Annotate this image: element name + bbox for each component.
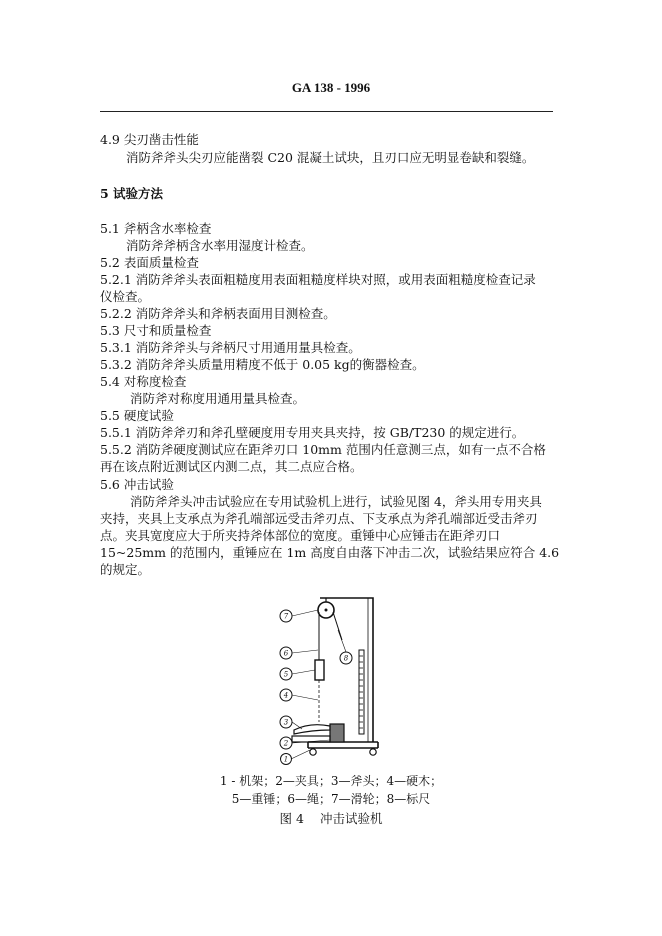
callout-1 xyxy=(281,754,292,765)
callout-3 xyxy=(280,716,292,728)
drop-weight xyxy=(315,660,324,680)
section-5-3-2: 5.3.2 消防斧斧头质量用精度不低于 0.05 kg的衡器检查。 xyxy=(100,357,425,372)
svg-text:6: 6 xyxy=(283,649,289,658)
impact-test-machine-diagram xyxy=(270,590,390,765)
section-5-5-title: 5.5 硬度试验 xyxy=(100,408,174,423)
wheel-right xyxy=(370,749,376,755)
section-5-6-line1: 消防斧斧头冲击试验应在专用试验机上进行，试验见图 4，斧头用专用夹具 xyxy=(130,494,542,509)
section-5-6-line3: 点。夹具宽度应大于所夹持斧体部位的宽度。重锤中心应锤击在距斧刃口 xyxy=(100,528,501,543)
pulley-axle xyxy=(325,609,328,612)
section-5-6-title: 5.6 冲击试验 xyxy=(100,477,174,492)
callout-5 xyxy=(280,668,292,680)
svg-text:5: 5 xyxy=(283,670,289,679)
section-5-5-1: 5.5.1 消防斧斧刃和斧孔壁硬度用专用夹具夹持，按 GB/T230 的规定进行。 xyxy=(100,425,525,440)
section-5-6-line4: 15~25mm 的范围内，重锤应在 1m 高度自由落下冲击二次，试验结果应符合 4.6 xyxy=(100,545,560,560)
figure-number: 图 4 xyxy=(279,811,304,826)
hardwood-block xyxy=(292,736,330,742)
callout-2 xyxy=(280,737,292,749)
section-5-5-2-line2: 再在该点附近测试区内测二点，其二点应合格。 xyxy=(100,459,363,474)
section-5-3-title: 5.3 尺寸和质量检查 xyxy=(100,323,212,338)
header-rule xyxy=(100,111,553,112)
section-5-4-title: 5.4 对称度检查 xyxy=(100,374,187,389)
section-5-4-text: 消防斧对称度用通用量具检查。 xyxy=(130,391,306,406)
svg-text:3: 3 xyxy=(283,718,289,727)
callout-7 xyxy=(280,610,292,622)
standard-code: GA 138 - 1996 xyxy=(291,80,371,95)
section-5-1-title: 5.1 斧柄含水率检查 xyxy=(100,221,212,236)
figure-legend-line2: 5—重锤；6—绳；7—滑轮；8—标尺 xyxy=(231,792,431,806)
callout-4 xyxy=(280,689,292,701)
section-5-2-title: 5.2 表面质量检查 xyxy=(100,255,199,270)
section-5-6-line2: 夹持，夹具上支承点为斧孔端部远受击斧刃点、下支承点为斧孔端部近受击斧刃 xyxy=(100,511,538,526)
section-4-9-text: 消防斧斧头尖刃应能凿裂 C20 混凝土试块，且刃口应无明显卷缺和裂缝。 xyxy=(126,150,535,165)
section-5-1-text: 消防斧斧柄含水率用湿度计检查。 xyxy=(126,238,314,253)
figure-caption xyxy=(0,809,662,827)
svg-text:4: 4 xyxy=(283,691,289,700)
section-5-2-2: 5.2.2 消防斧斧头和斧柄表面用目测检查。 xyxy=(100,306,336,321)
wheel-left xyxy=(310,749,316,755)
svg-text:8: 8 xyxy=(343,654,349,663)
svg-text:1: 1 xyxy=(283,755,289,764)
section-5-title: 5 试验方法 xyxy=(100,186,164,201)
section-5-5-2-line1: 5.5.2 消防斧硬度测试应在距斧刃口 10mm 范围内任意测三点，如有一点不合格 xyxy=(100,442,546,457)
section-5-3-1: 5.3.1 消防斧斧头与斧柄尺寸用通用量具检查。 xyxy=(100,340,361,355)
section-5-2-1-line2: 仪检查。 xyxy=(100,289,151,304)
section-5-2-1-line1: 5.2.1 消防斧斧头表面粗糙度用表面粗糙度样块对照，或用表面粗糙度检查记录 xyxy=(100,272,536,287)
callout-8 xyxy=(340,652,352,664)
fixture xyxy=(330,724,344,742)
section-4-9-title: 4.9 尖刃凿击性能 xyxy=(100,132,199,147)
callout-6 xyxy=(280,647,292,659)
axe-head xyxy=(294,725,330,734)
figure-legend-line1: 1 - 机架；2—夹具；3—斧头；4—硬木； xyxy=(219,774,443,788)
svg-text:7: 7 xyxy=(283,612,289,621)
figure-title: 冲击试验机 xyxy=(319,811,383,826)
ruler-ticks xyxy=(359,656,363,728)
section-5-6-line5: 的规定。 xyxy=(100,562,151,577)
svg-text:2: 2 xyxy=(283,739,289,748)
rope-pull xyxy=(333,612,342,640)
